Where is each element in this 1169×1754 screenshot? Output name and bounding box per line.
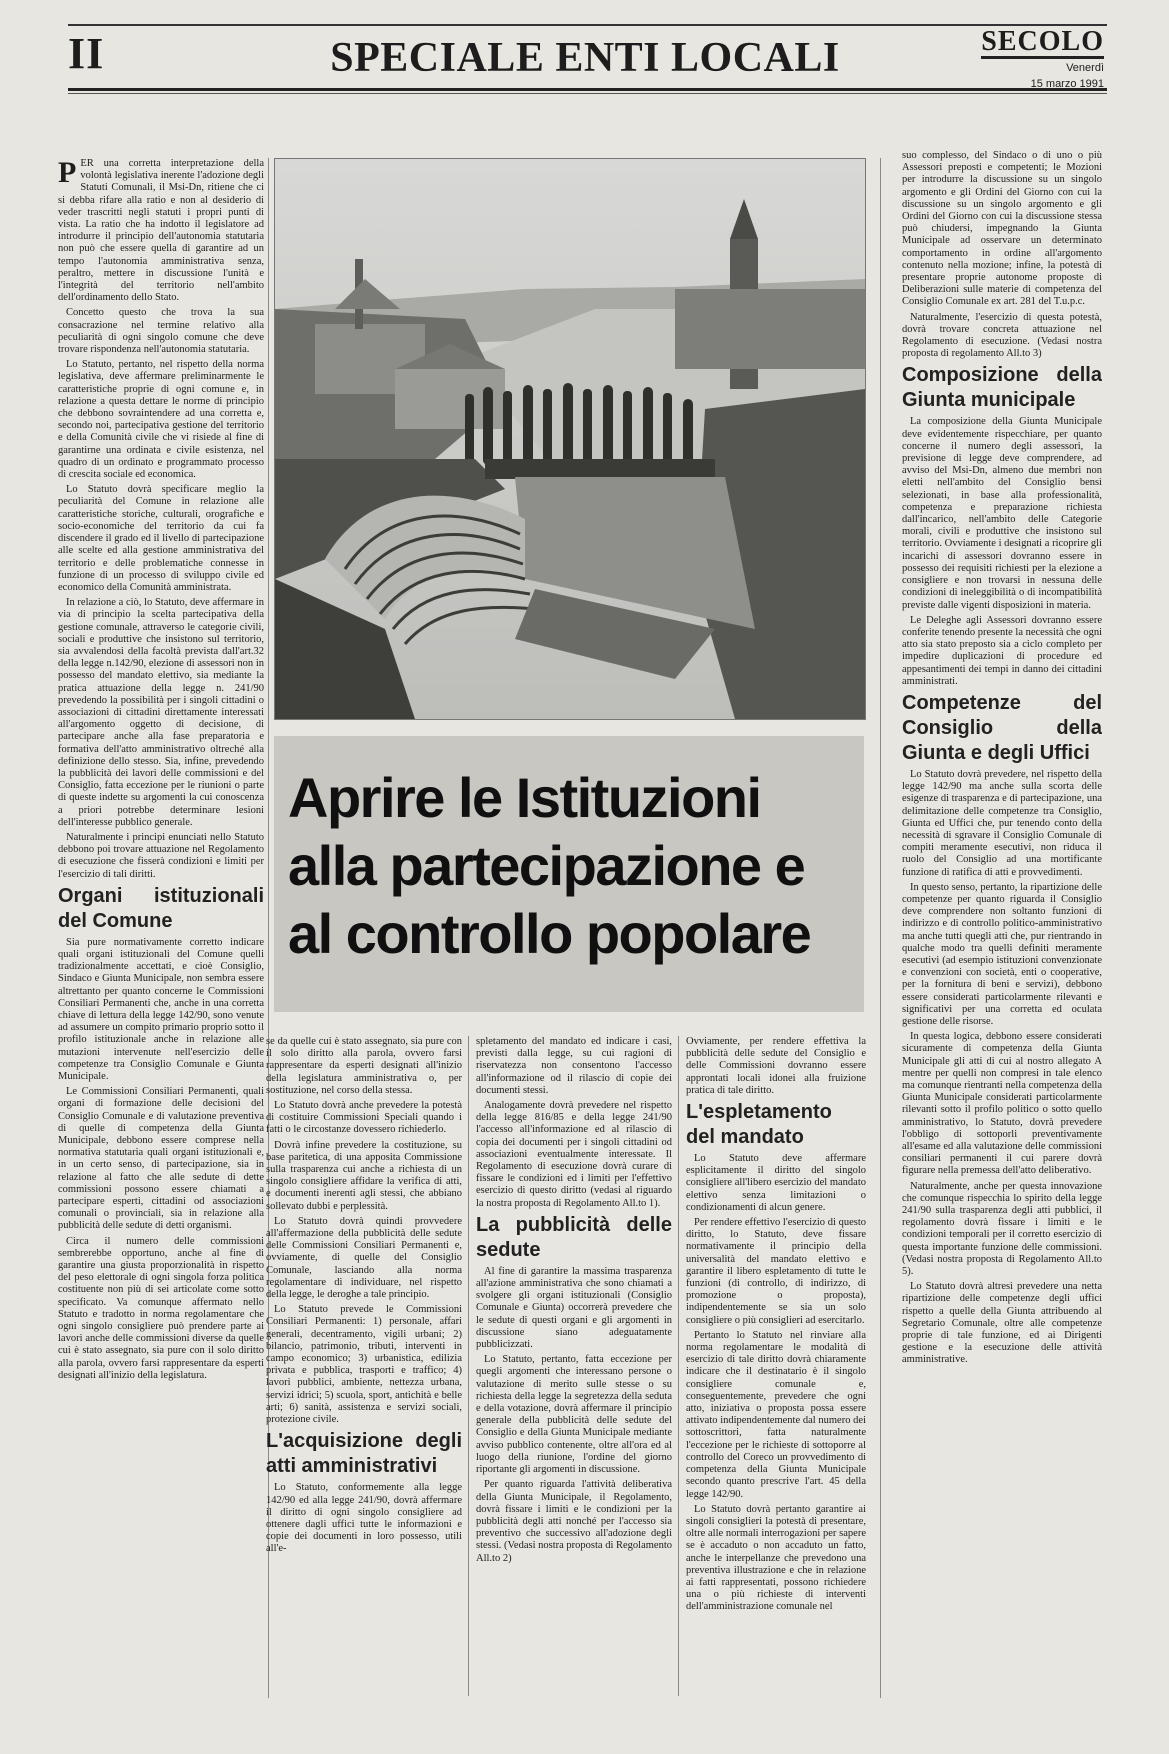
paragraph: Lo Statuto dovrà quindi provvedere all'affermazione della pubblicità delle sedute delle Commissioni Consiliari Permanenti e, ovviamente, di quelle del Consiglio Comunale, lasciando alla norma regolamentare di individuare, nel rispetto della legge, le deroghe a tale principio. xyxy=(266,1215,462,1301)
paragraph: Lo Statuto dovrà altresì prevedere una netta ripartizione delle competenze degli uffici rispetto a quelle della Giunta attribuendo al Segretario Comunale, oltre alle competenze proprie di tale funzione, ed ai Dirigenti gestione e la esecuzione delle attività amministrative. xyxy=(902,1281,1102,1366)
subheading: Competenze del Consiglio della Giunta e degli Uffici xyxy=(902,691,1102,764)
paragraph: Naturalmente, l'esercizio di questa potestà, dovrà trovare concreta attuazione nel Regolamento di esecuzione. (Vedasi nostra proposta di regolamento All.to 3) xyxy=(902,311,1102,360)
paragraph: suo complesso, del Sindaco o di uno o più Assessori preposti e competenti; le Mozioni per introdurre la discussione su un singolo argomento e gli Ordini del Giorno con cui la discussione su un singolo argomento e gli Ordini del Giorno con cui la discussione stessa può chiudersi, impegnando la Giunta Municipale ad osservare un determinato comportamento in ordine all'argomento contenuto nella mozione; infine, la potestà di presentare proprie autonome proposte di Deliberazioni sulle materie di competenza del Consiglio Comunale ex art. 281 del T.u.p.c. xyxy=(902,150,1102,308)
paragraph: Sia pure normativamente corretto indicare quali organi istituzionali del Comune quelli tradizionalmente accettati, e cioè Consiglio, Sindaco e Giunta Municipale, non sembra essere altrettanto per quanto concerne le Commissioni Consiliari Permanenti che, anche in una corretta chiave di lettura della legge 142/90, sono venute ad assumere un compito primario proprio sotto il profilo istituzionale anche in relazione alle mutazioni intervenute nell'esercizio delle competenze tra Consiglio Comunale e Giunta Municipale. xyxy=(58,936,264,1083)
paragraph: spletamento del mandato ed indicare i casi, previsti dalla legge, su cui ragioni di riservatezza non consentono l'accesso all'informazione od il rilascio di copie dei documenti stessi. xyxy=(476,1036,672,1096)
masthead xyxy=(981,28,1104,91)
paragraph: La composizione della Giunta Municipale deve evidentemente rispecchiare, per quanto concerne il numero degli assessori, la previsione di legge deve comprendere, ad avviso del Msi-Dn, almeno due membri non eletti nell'ambito del Consiglio bensì selezionati, in base alla professionalità, competenza e preparazione richiesta dall'incarico, nell'ambito delle Categorie morali, civili e produttive che insistono sul territorio. Ovviamente i designati a ricoprire gli incarichi di assessori dovranno essere in possesso dei requisiti richiesti per la elezione a consigliere e non trovarsi in nessuna delle condizioni di ineleggibilità o di incompatibilità previste dalle vigenti disposizioni in materia. xyxy=(902,416,1102,611)
paragraph: Naturalmente, anche per questa innovazione che comunque rispecchia lo spirito della legge 241/90 sulla trasparenza degli atti pubblici, il regolamento dovrà fissare i limiti e le condizioni temporali per il corretto esercizio di questa importante funzione delle commissioni. (Vedasi nostra proposta di Regolamento All.to 5). xyxy=(902,1180,1102,1278)
paragraph: Concetto questo che trova la sua consacrazione nel termine relativo alla peculiarità di ogni singolo comune che deve trovare rispondenza nell'autonomia statutaria. xyxy=(58,307,264,356)
header-rule-thin xyxy=(68,93,1107,94)
article-column-2 xyxy=(266,1036,462,1696)
top-rule xyxy=(68,24,1107,26)
paragraph: Le Deleghe agli Assessori dovranno essere conferite tenendo presente la necessità che ogni atto sia stato preposto sia a ciclo completo per impedire duplicazioni di procedure ed appesantimenti dei tempi in danno dei cittadini amministrati. xyxy=(902,614,1102,687)
paragraph: Dovrà infine prevedere la costituzione, su base paritetica, di una apposita Commissione sulla trasparenza cui anche a richiesta di un singolo consigliere affidare la verifica di atti, e documenti inerenti agli stessi, che abbiano sollevato dubbi e perplessità. xyxy=(266,1139,462,1212)
masthead-day: Venerdì xyxy=(1066,62,1104,74)
paragraph: Per rendere effettivo l'esercizio di questo diritto, lo Statuto, deve fissare normativamente il principio della universalità del mandato elettivo e garantire il libero espletamento di tutte le funzioni (di controllo, di indirizzo, di promozione o proposta), indipendentemente se sia un solo consigliere o più consiglieri ad esercitarlo. xyxy=(686,1217,866,1326)
paragraph: Naturalmente i principi enunciati nello Statuto debbono poi trovare attuazione nel Regolamento di esecuzione che fisserà condizioni e limiti per l'esercizio di tali diritti. xyxy=(58,831,264,880)
column-divider xyxy=(678,1036,679,1696)
paragraph: Per quanto riguarda l'attività deliberativa della Giunta Municipale, il Regolamento, dovrà fissare i limiti e le condizioni per la pubblicità degli atti nonché per l'accesso sia preventivo che successivo all'adozione degli stessi. (Vedasi nostra proposta di Regolamento All.to 2) xyxy=(476,1479,672,1564)
column-divider xyxy=(468,1036,469,1696)
article-column-4 xyxy=(686,1036,866,1696)
paragraph: In relazione a ciò, lo Statuto, deve affermare in via di principio la scelta partecipativa della gestione comunale, attraverso le categorie civili, sociali e produttive che insistono sul territorio, sia avvalendosi della facoltà prevista dall'art.32 della legge n.142/90, elezione di assessori non in possesso del mandato elettivo, sia mediante la pratica attuazione della legge n. 241/90 prevedendo la possibilità per i singoli cittadini o associazioni di cittadini direttamente interessati all'argomento oggetto di decisione, di partecipare anche alla fase preparatoria e formativa dell'atto amministrativo oltreché alla definizione dello stesso. Sia, infine, prevedendo la pubblicità dei lavori delle commissioni e del Consiglio, fatta eccezione per le riunioni o parte di queste indette su argomenti la cui conoscenza a priori potrebbe determinare lesioni dell'interesse pubblico generale. xyxy=(58,597,264,828)
headline-line: Aprire le Istituzioni xyxy=(288,766,761,829)
masthead-date: 15 marzo 1991 xyxy=(1030,78,1104,90)
paragraph: Lo Statuto deve affermare esplicitamente il diritto del singolo consigliere all'libero esercizio del mandato elettivo senza limitazioni o condizionamenti di alcun genere. xyxy=(686,1153,866,1213)
roman-theatre-photo xyxy=(275,159,865,719)
headline-box xyxy=(274,736,864,1012)
paragraph: Lo Statuto, pertanto, nel rispetto della norma legislativa, deve affermare preliminarmente le caratteristiche proprie di ogni comune e, in relazione a questa dettare le norme di principio che debbono sovraintendere ad una corretta e, secondo noi, partecipativa gestione del territorio e della Comunità civile che vi risiede al fine di garantirne una ordinata e civile esistenza, nel quadro di un ordinato e programmato processo di crescita sociale ed economica. xyxy=(58,359,264,481)
paragraph xyxy=(58,158,264,304)
page-number: II xyxy=(68,29,105,78)
paragraph: Analogamente dovrà prevedere nel rispetto della legge 816/85 e della legge 241/90 l'accesso all'informazione ed al rilascio di copia dei documenti per i singoli cittadini od associazioni eventualmente interessate. Il Regolamento di esecuzione dovrà curare di fissare le condizioni ed i limiti per l'effettivo esercizio di questo diritto (vedasi al riguardo la nostra proposta di Regolamento All.to 1). xyxy=(476,1100,672,1209)
paragraph: se da quelle cui è stato assegnato, sia pure con il solo diritto alla parola, ovvero farsi rappresentare da esperti designati all'inizio della legislatura amministrativa o, per sostituzione, nel corso della stessa. xyxy=(266,1036,462,1096)
paragraph: In questa logica, debbono essere considerati sicuramente di competenza della Giunta Municipale gli atti di cui al nostro allegato A mentre per quelli non compresi in tale elenco ma comunque rientranti nella competenza della Giunta Municipale considerati particolarmente rilevanti sotto il profilo politico o sotto quello amministrativo, lo Statuto, dovrà prevedere l'obbligo di sottoporli preventivamente all'esame ed alla valutazione delle commissioni consiliari permanenti il cui parere dovrà figurare nella premessa dell'atto deliberativo. xyxy=(902,1031,1102,1177)
subheading: L'espletamento del mandato xyxy=(686,1101,832,1149)
dropcap: P xyxy=(58,158,77,189)
headline-line: al controllo popolare xyxy=(288,902,811,965)
subheading: Composizione della Giunta municipale xyxy=(902,364,1102,412)
paragraph: Lo Statuto dovrà prevedere, nel rispetto della legge 142/90 ma anche sulla scorta delle esigenze di trasparenza e di partecipazione, una delimitazione delle competenze tra Consiglio, Giunta ed Uffici che, pur tenendo conto della necessità di sgravare il Consiglio Comunale di compiti meramente esecutivi, non riduca il ruolo del Consiglio ad una mortificante funzione di ratifica di atti e provvedimenti. xyxy=(902,768,1102,878)
section-title: SPECIALE ENTI LOCALI xyxy=(330,35,840,81)
paragraph: Al fine di garantire la massima trasparenza all'azione amministrativa che sono chiamati a svolgere gli organi istituzionali (Consiglio Comunale e Giunta) occorrerà prevedere che le sedute di questi organi e gli argomenti in discussione siano adeguatamente pubblicizzati. xyxy=(476,1265,672,1351)
paragraph: Circa il numero delle commissioni sembrerebbe opportuno, anche al fine di garantire una giusta proporzionalità in rispetto del peso elettorale di ogni singola forza politica costituente non più di sei articolate come sotto specificato. Va comunque affermato nello Statuto e tradotto in norma regolamentare che ogni singolo consigliere può prendere parte ai lavori anche delle commissioni diverse da quelle cui è stato assegnato, sia pure con il solo diritto alla parola, ovvero farsi rappresentare da esperti designati all'inizio della legislatura. xyxy=(58,1235,264,1381)
article-column-1 xyxy=(58,158,264,1698)
column-divider xyxy=(880,158,881,1698)
subheading: Organi istituzionali del Comune xyxy=(58,884,264,932)
paragraph: In questo senso, pertanto, la ripartizione delle competenze per quanto riguarda il Consiglio deve comprendere non soltanto funzioni di indirizzo e di controllo politico-amministrativo ma anche tutti quegli atti che, pur rientrando in qualche modo tra quelli definiti meramente esecutivi (ad esempio istituzioni convenzionate e convenzioni con società, enti o cooperative, per la fornitura di beni e servizi), debbono essere considerati particolarmente rilevanti e significativi per una corretta ed oculata gestione delle risorse. xyxy=(902,881,1102,1027)
subheading: L'acquisizione degli atti amministrativi xyxy=(266,1430,462,1478)
paragraph: Lo Statuto dovrà anche prevedere la potestà di costituire Commissioni Speciali quando i fatti o le circostanze dovessero richiederlo. xyxy=(266,1100,462,1136)
paragraph-text: ER una corretta interpretazione della volontà legislativa inerente l'adozione degli Statuti Comunali, il Msi-Dn, ritiene che ci si debba rifare alla ratio e non al desiderio di veder trascritti negli statuti i propri punti di vista. La ratio che ha indotto il legislatore ad introdurre il principio dell'autonomia statutaria non può che essere quella di garantire ad un tempo l'autonomia amministrativa senza, peraltro, mettere in discussione l'unità e l'integrità del territorio nell'ambito dell'ordinamento dello Stato. xyxy=(58,158,264,304)
article-photo xyxy=(274,158,866,720)
paragraph: Le Commissioni Consiliari Permanenti, quali organi di formazione delle decisioni del Consiglio Comunale e di valutazione preventiva di quelle di competenza della Giunta Municipale, debbono essere comprese nella normativa statutaria quali organi istituzionali e, in un certo senso, di partecipazione, sia in relazione al fatto che alle sedute di dette commissioni possono essere chiamati a partecipare esperti, cittadini od associazioni comunali o provinciali, sia in relazione alla pubblicità delle sedute di detti organismi. xyxy=(58,1086,264,1232)
paragraph: Lo Statuto dovrà specificare meglio la peculiarità del Comune in relazione alle caratteristiche storiche, culturali, orografiche e socio-economiche del territorio da cui fa discendere il grado ed il livello di partecipazione alle scelte ed alla gestione amministrativa del territorio e delle problematiche connesse in funzione di un processo di sviluppo civile ed economico della Comunità amministrata. xyxy=(58,484,264,593)
paragraph: Lo Statuto dovrà pertanto garantire ai singoli consiglieri la potestà di presentare, oltre alle normali interrogazioni per sapere se è accaduto o non accaduto un fatto, anche le interpellanze che prevedono una preventiva illustrazione e che in relazione ai fatti rappresentati, possono richiedere una o più richieste di interventi dell'amministrazione comunale nel xyxy=(686,1503,866,1613)
masthead-brand: SECOLO xyxy=(981,26,1104,57)
paragraph: Lo Statuto, pertanto, fatta eccezione per quegli argomenti che interessano persone o valutazione di merito sulle stesse o su richiesta della legge la segretezza della seduta e della votazione, dovrà affermare il principio generale della pubblicità delle sedute del Consiglio e della Giunta Municipale mediante avviso pubblico contenente, oltre all'ora ed al luogo della riunione, l'ordine del giorno riportante gli argomenti in discussione. xyxy=(476,1354,672,1476)
subheading: La pubblicità delle sedute xyxy=(476,1213,672,1261)
paragraph: Lo Statuto, conformemente alla legge 142/90 ed alla legge 241/90, dovrà affermare il diritto di ogni singolo consigliere ad ottenere dagli uffici tutte le informazioni e copie dei documenti in loro possesso, utili all'e- xyxy=(266,1482,462,1555)
article-column-5 xyxy=(902,150,1102,1698)
paragraph: Pertanto lo Statuto nel rinviare alla norma regolamentare le modalità di esercizio di tale diritto dovrà chiaramente indicare che il destinatario è il singolo consigliere comunale e, conseguentemente, prevedere che ogni atto, iniziativa o proposta possa essere attivato indipendentemente dal numero dei sottoscrittori, fatta naturalmente l'eccezione per le richieste di sottoporre al controllo del Coreco un provvedimento di competenza della Giunta Municipale secondo quanto prescrive l'art. 45 della legge 142/90. xyxy=(686,1329,866,1500)
headline-line: alla partecipazione e xyxy=(288,834,805,897)
paragraph: Ovviamente, per rendere effettiva la pubblicità delle sedute del Consiglio e delle Commissioni dovranno essere approntati locali idonei alla fruizione pratica di tale diritto. xyxy=(686,1036,866,1096)
article-column-3 xyxy=(476,1036,672,1696)
header-rule xyxy=(68,88,1107,91)
paragraph: Lo Statuto prevede le Commissioni Consiliari Permanenti: 1) personale, affari generali, decentramento, vigili urbani; 2) bilancio, patrimonio, tributi, interventi in campo economico; 3) urbanistica, edilizia privata e pubblica, trasporti e traffico; 4) lavori pubblici, ambiente, nettezza urbana, servizi idrici; 5) scuola, sport, antichità e belle arti; 6) sanità, assistenza e servizi sociali, protezione civile. xyxy=(266,1304,462,1426)
headline xyxy=(288,764,854,968)
